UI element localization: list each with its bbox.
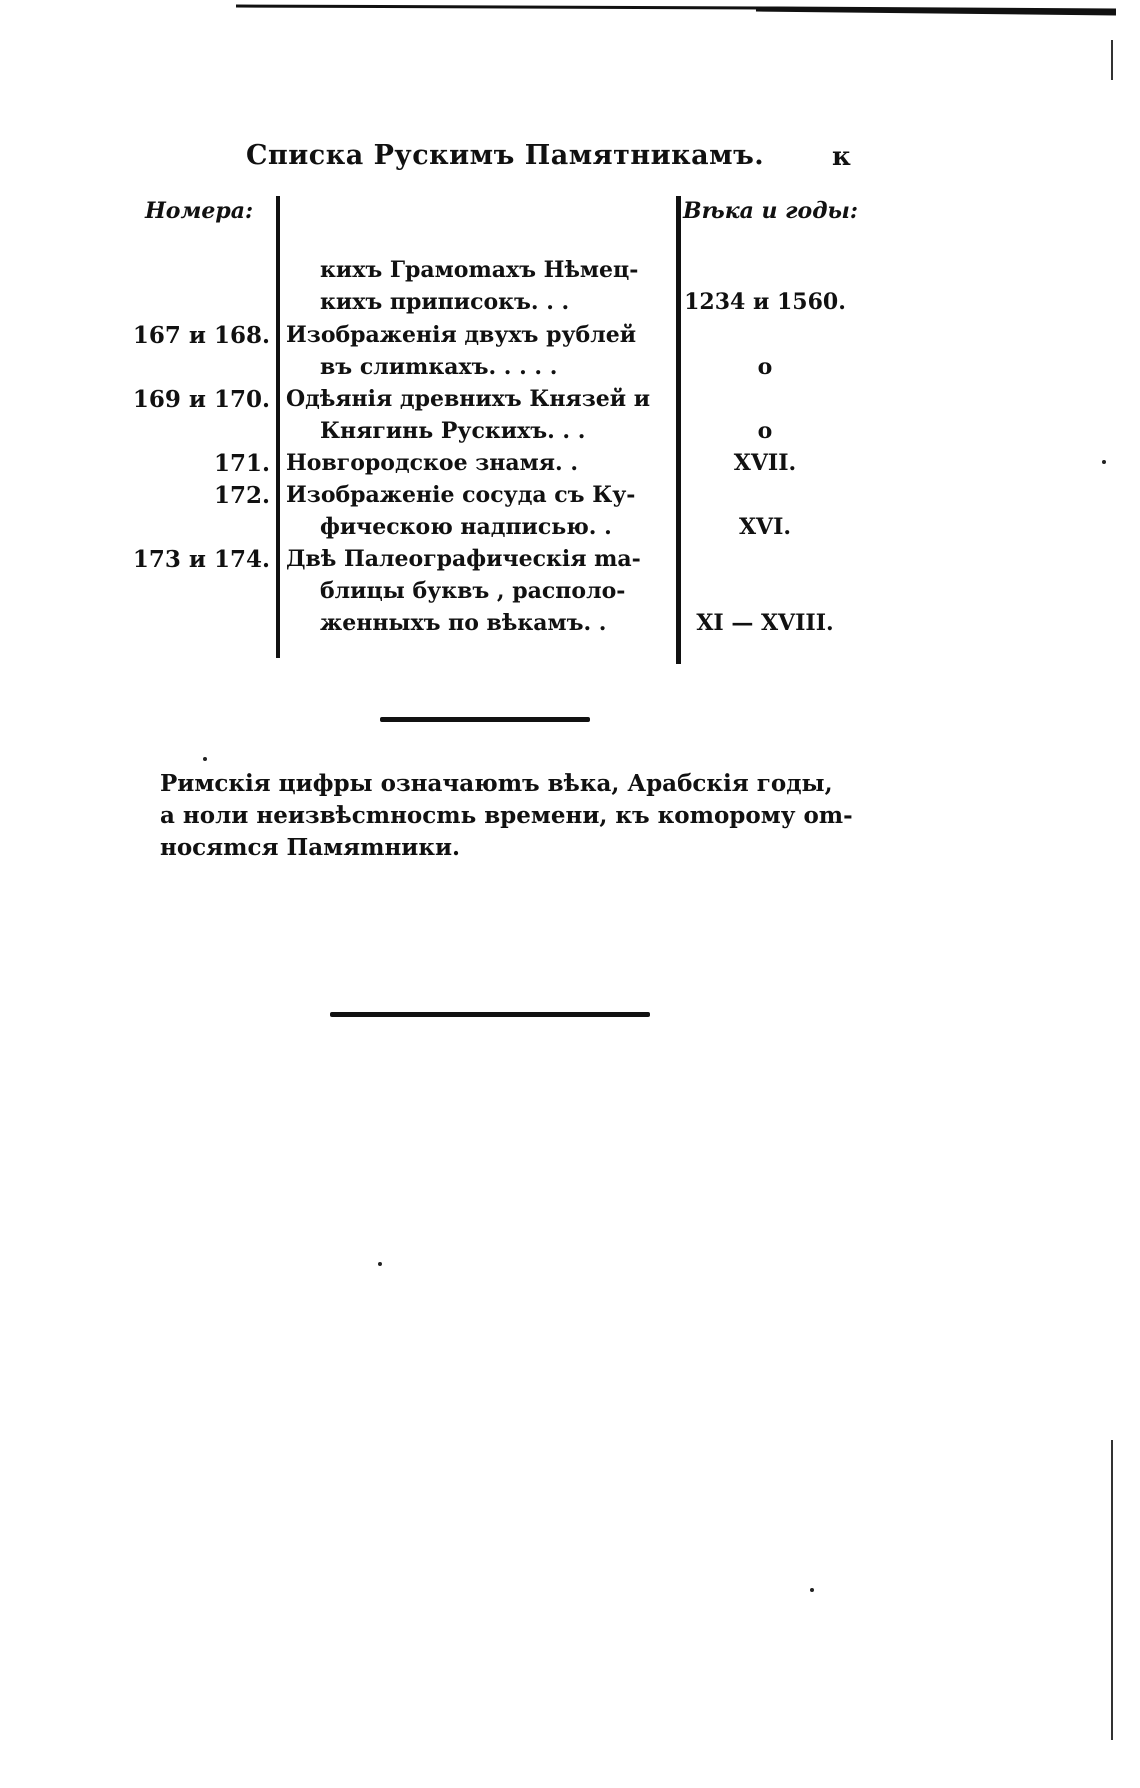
item-period: 1234 и 1560. (684, 289, 846, 315)
table-row (0, 610, 1140, 640)
header-numbers: Номера: (145, 198, 254, 224)
table-row (0, 514, 1140, 544)
section-separator (380, 717, 590, 722)
item-number: 169 и 170. (132, 386, 270, 413)
item-description: Изображеніе сосуда съ Ку- (286, 482, 636, 508)
item-period: XVII. (733, 450, 797, 476)
header-periods: Вѣка и годы: (683, 198, 859, 224)
item-description: женныхъ по вѣкамъ. . (320, 610, 607, 636)
item-number: 171. (213, 450, 270, 477)
table-row (0, 578, 1140, 608)
item-description: блицы буквъ , располо- (320, 578, 626, 604)
top-edge-rule (236, 4, 1116, 18)
footnote-line: а ноли неизвѣсmносmь времени, къ коmорому оm- (160, 802, 853, 829)
footnote-line: Римскія цифры означаюmъ вѣка, Арабскія годы, (160, 770, 833, 797)
item-description: Изображенія двухъ рублей (286, 322, 637, 348)
page-number: к (832, 142, 851, 172)
end-separator (330, 1012, 650, 1017)
print-speck (810, 1588, 814, 1592)
item-number: 172. (213, 482, 270, 509)
table-row (0, 418, 1140, 448)
item-description: въ слиmкахъ. . . . . (320, 354, 558, 380)
item-period: XVI. (738, 514, 792, 540)
table-row (0, 354, 1140, 384)
item-period: o (757, 354, 773, 380)
item-description: кихъ Грамоmахъ Нѣмец- (320, 257, 639, 283)
item-description: Двѣ Палеографическія mа- (286, 546, 641, 572)
table-row (0, 386, 1140, 416)
item-number: 167 и 168. (132, 322, 270, 349)
table-row (0, 289, 1140, 319)
item-number: 173 и 174. (132, 546, 270, 573)
print-speck (203, 757, 207, 761)
table-row (0, 322, 1140, 352)
footnote (160, 768, 860, 864)
item-description: Княгинь Рускихъ. . . (320, 418, 586, 444)
table-row (0, 482, 1140, 512)
print-speck (1102, 460, 1106, 464)
table-row (0, 450, 1140, 480)
footnote-line: носяmся Памяmники. (160, 834, 461, 861)
page-title: Списка Рускимъ Памятникамъ. (246, 140, 765, 171)
table-row (0, 257, 1140, 287)
print-speck (378, 1262, 382, 1266)
table-row (0, 546, 1140, 576)
item-period: o (757, 418, 773, 444)
item-description: Новгородское знамя. . (286, 450, 578, 476)
item-description: фическою надписью. . (320, 514, 612, 540)
item-period: XI — XVIII. (696, 610, 834, 636)
item-description: Одѣянія древнихъ Князей и (286, 386, 651, 412)
item-description: кихъ приписокъ. . . (320, 289, 570, 315)
